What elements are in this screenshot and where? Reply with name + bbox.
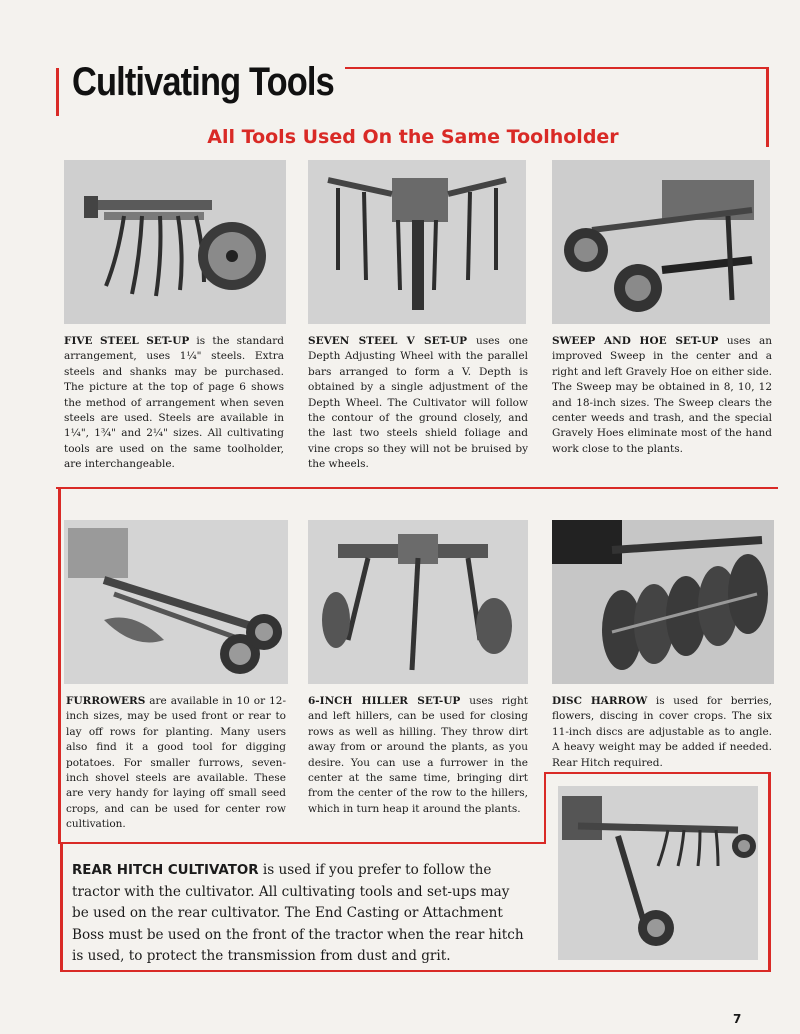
disc-harrow-text: [552, 694, 772, 771]
rear-hitch-cultivator-body: is used if you prefer to follow the tractor with the cultivator. All cultivating tools and set-ups may be used on the rear cultivator. The End Casting or Attachment Boss must be used on the front of the tractor when the rear hitch is used, to protect the transmission from dust and grit.: [72, 862, 524, 965]
hiller-setup-text: [308, 694, 528, 817]
rule-step-horizontal: [58, 842, 545, 844]
rear-hitch-cultivator-heading: REAR HITCH CULTIVATOR: [72, 863, 259, 878]
rule-bottom-right-vertical: [768, 772, 771, 972]
rule-bottom-left-vertical: [60, 842, 63, 972]
page-subtitle: All Tools Used On the Same Toolholder: [207, 126, 619, 148]
sweep-and-hoe-setup-text: [552, 334, 772, 457]
seven-steel-v-setup-text: [308, 334, 528, 473]
five-steel-setup-text: [64, 334, 284, 473]
rear-hitch-cultivator-text: [72, 860, 528, 968]
five-steel-setup-photo: [64, 160, 286, 324]
rule-top-horizontal: [345, 67, 768, 69]
rule-bottom-horizontal: [60, 970, 771, 972]
disc-harrow-heading: DISC HARROW: [552, 695, 648, 707]
five-steel-setup-heading: FIVE STEEL SET-UP: [64, 335, 190, 347]
sweep-and-hoe-setup-body: uses an improved Sweep in the center and a right and left Gravely Hoe on either side. The Sweep may be obtained in 8, 10, 12 and 18-inch sizes. The Sweep clears the center weeds and trash, and the special Gravely Hoes eliminate most of the hand work close to the plants.: [552, 335, 772, 455]
furrowers-photo: [64, 520, 288, 684]
rule-step-vertical: [544, 772, 546, 844]
rear-hitch-cultivator-photo: [558, 786, 758, 960]
hiller-setup-heading: 6-INCH HILLER SET-UP: [308, 695, 461, 707]
furrowers-body: are available in 10 or 12-inch sizes, may be used front or rear to lay off rows for planting. Many users also find it a good tool for digging potatoes. For smaller furrows, seven-inch shovel steels are available. These are very handy for laying off small seed crops, and can be used for center row cultivation.: [66, 695, 286, 831]
furrowers-heading: FURROWERS: [66, 695, 146, 707]
rule-lower-left-vertical: [58, 488, 61, 844]
rule-top-left-vertical: [56, 68, 59, 116]
page-number: 7: [733, 1012, 742, 1026]
page-title: Cultivating Tools: [72, 60, 334, 104]
furrowers-text: [66, 694, 286, 833]
seven-steel-v-setup-heading: SEVEN STEEL V SET-UP: [308, 335, 468, 347]
rule-bottom-right-top: [544, 772, 770, 774]
seven-steel-v-setup-photo: [308, 160, 526, 324]
disc-harrow-body: is used for berries, flowers, discing in cover crops. The six 11-inch discs are adjustable as to angle. A heavy weight may be added if needed. Rear Hitch required.: [552, 695, 772, 769]
hiller-setup-photo: [308, 520, 528, 684]
seven-steel-v-setup-body: uses one Depth Adjusting Wheel with the parallel bars arranged to form a V. Depth is obtained by a single adjustment of the Depth Wheel. The Cultivator will follow the contour of the ground closely, and the last two steels shield foliage and vine crops so they will not be bruised by the wheels.: [308, 335, 528, 471]
rule-middle-horizontal: [56, 487, 778, 489]
five-steel-setup-body: is the standard arrangement, uses 1¼" steels. Extra steels and shanks may be purchased. The picture at the top of page 6 shows the method of arrangement when seven steels are used. Steels are available in 1¼", 1¾" and 2¼" sizes. All cultivating tools are used on the same toolholder, are interchangeable.: [64, 335, 285, 471]
sweep-and-hoe-setup-heading: SWEEP AND HOE SET-UP: [552, 335, 719, 347]
sweep-and-hoe-setup-photo: [552, 160, 770, 324]
hiller-setup-body: uses right and left hillers, can be used for closing rows as well as hilling. They throw dirt away from or around the plants, as you desire. You can use a furrower in the center at the same time, bringing dirt from the center of the row to the hillers, which in turn heap it around the plants.: [308, 695, 528, 815]
disc-harrow-photo: [552, 520, 774, 684]
